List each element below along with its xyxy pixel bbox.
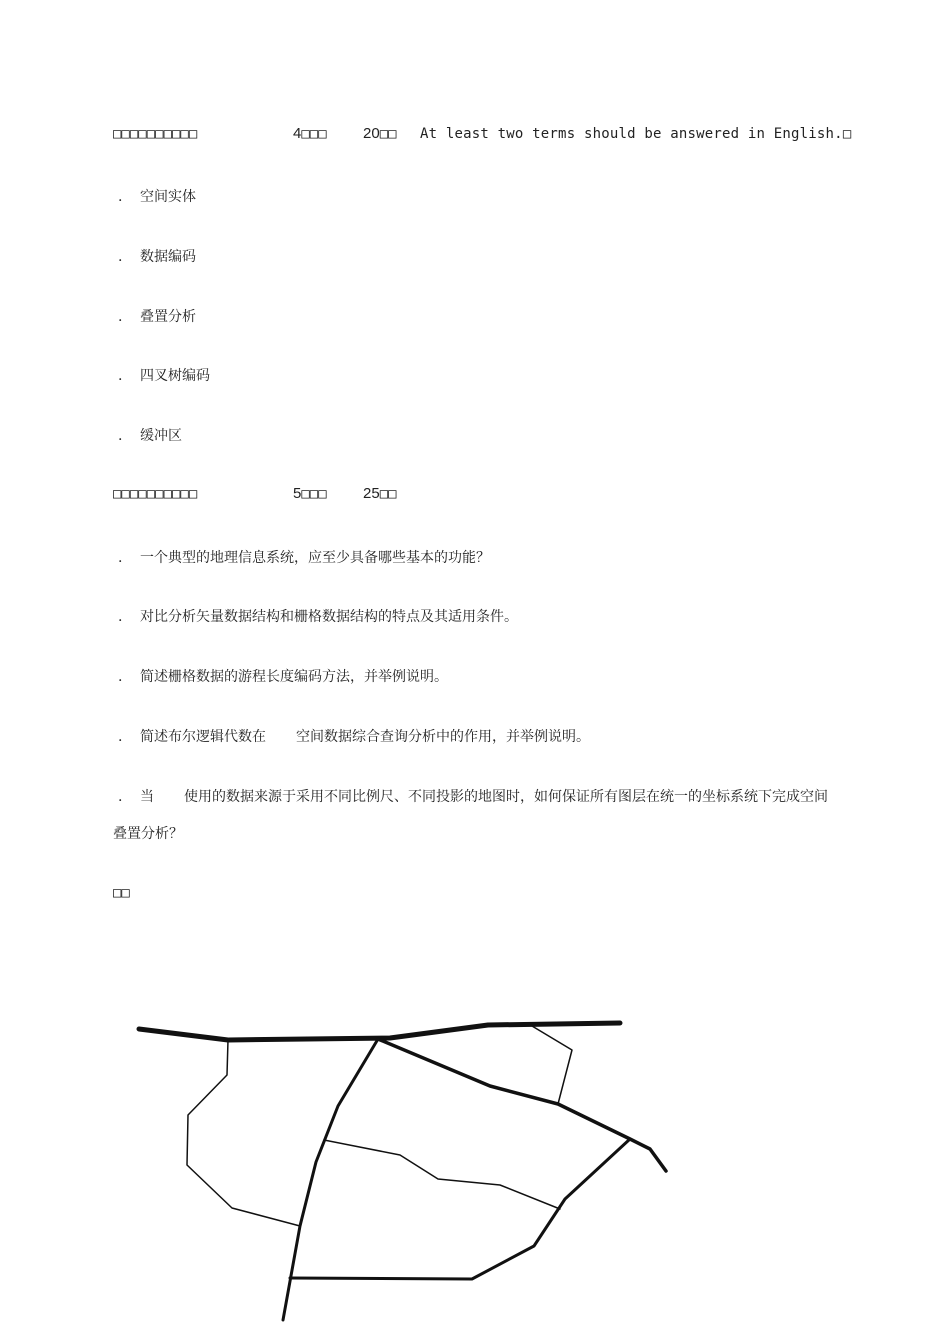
term-item-1: . 空间实体: [118, 189, 196, 205]
term-item-5: . 缓冲区: [118, 428, 182, 444]
item-bullet: .: [118, 609, 123, 625]
item-bullet: .: [118, 368, 123, 384]
item-bullet: .: [118, 789, 123, 805]
section2-points: 25□□: [363, 485, 397, 502]
term-item-3: . 叠置分析: [118, 309, 196, 325]
term-item-2: . 数据编码: [118, 249, 196, 265]
section1-title: □□□□□□□□□□: [113, 126, 198, 142]
question-item-3: . 简述栅格数据的游程长度编码方法，并举例说明。: [118, 669, 448, 685]
section1-count: 4□□□: [293, 125, 327, 142]
thin-road-right-spur: [532, 1026, 572, 1104]
question-item-5-continued: 叠置分析？: [113, 826, 183, 842]
section1-english-note: At least two terms should be answered in English.□: [420, 126, 852, 142]
term-item-4: . 四叉树编码: [118, 368, 210, 384]
main-road-diagonal: [378, 1039, 666, 1171]
item-bullet: .: [118, 428, 123, 444]
section2-count: 5□□□: [293, 485, 327, 502]
item-bullet: .: [118, 189, 123, 205]
question-item-5: . 当 使用的数据来源于采用不同比例尺、不同投影的地图时，如何保证所有图层在统一的坐标系统下完成空间: [118, 789, 828, 805]
item-bullet: .: [118, 669, 123, 685]
section3-heading: □□: [113, 885, 130, 901]
question-item-2: . 对比分析矢量数据结构和栅格数据结构的特点及其适用条件。: [118, 609, 518, 625]
item-bullet: .: [118, 309, 123, 325]
thin-road-middle: [324, 1140, 560, 1209]
section2-title: □□□□□□□□□□: [113, 486, 198, 502]
section1-points: 20□□: [363, 125, 397, 142]
question-item-1: . 一个典型的地理信息系统，应至少具备哪些基本的功能？: [118, 550, 490, 566]
item-bullet: .: [118, 249, 123, 265]
road-right-loop: [290, 1139, 630, 1279]
item-bullet: .: [118, 729, 123, 745]
main-road-top: [139, 1023, 620, 1040]
question-item-4: . 简述布尔逻辑代数在 空间数据综合查询分析中的作用，并举例说明。: [118, 729, 590, 745]
thin-road-left-loop: [187, 1040, 300, 1226]
item-bullet: .: [118, 550, 123, 566]
